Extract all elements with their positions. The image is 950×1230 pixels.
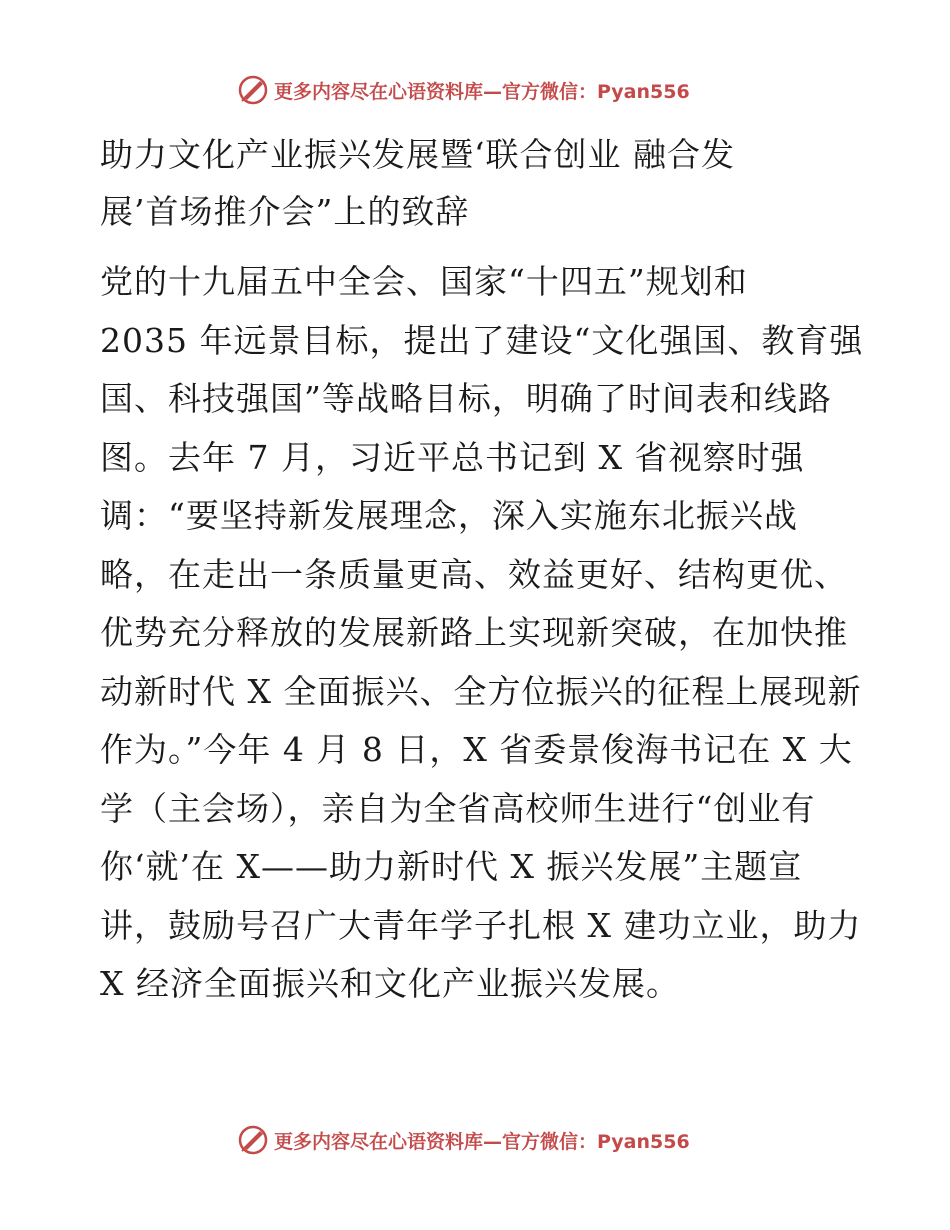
body-line: 2035 年远景目标，提出了建设“文化强国、教育强 (100, 320, 864, 360)
body-line: 优势充分释放的发展新路上实现新突破，在加快推 (100, 613, 848, 652)
body-line: 国、科技强国”等战略目标，明确了时间表和线路 (100, 379, 832, 418)
quill-logo-icon (236, 1123, 270, 1157)
footer-banner-text: 更多内容尽在心语资料库—官方微信：Pyan556 (274, 1130, 690, 1153)
body-line: 讲，鼓励号召广大青年学子扎根 X 建功立业，助力 (100, 905, 862, 945)
body-line: 图。去年 7 月，习近平总书记到 X 省视察时强 (100, 437, 805, 477)
footer-banner (236, 1122, 690, 1158)
header-banner-text: 更多内容尽在心语资料库—官方微信：Pyan556 (274, 80, 690, 103)
body-line: 党的十九届五中全会、国家“十四五”规划和 (100, 262, 748, 301)
body-line: 略，在走出一条质量更高、效益更好、结构更优、 (100, 554, 848, 594)
body-line: X 经济全面振兴和文化产业振兴发展。 (100, 964, 680, 1003)
body-line: 你‘就’在 X——助力新时代 X 振兴发展”主题宣 (100, 847, 803, 886)
body-line: 调：“要坚持新发展理念，深入实施东北振兴战 (100, 496, 798, 535)
quill-logo-icon (236, 73, 270, 107)
header-banner (236, 72, 690, 108)
title-line: 助力文化产业振兴发展暨‘联合创业 融合发 (100, 135, 735, 174)
body-line: 动新时代 X 全面振兴、全方位振兴的征程上展现新 (100, 671, 862, 711)
title-line: 展’首场推介会”上的致辞 (100, 192, 470, 231)
document-title (100, 126, 800, 240)
body-line: 学（主会场），亲自为全省高校师生进行“创业有 (100, 788, 816, 828)
body-line: 作为。”今年 4 月 8 日，X 省委景俊海书记在 X 大 (100, 730, 853, 769)
document-body (100, 253, 864, 1014)
